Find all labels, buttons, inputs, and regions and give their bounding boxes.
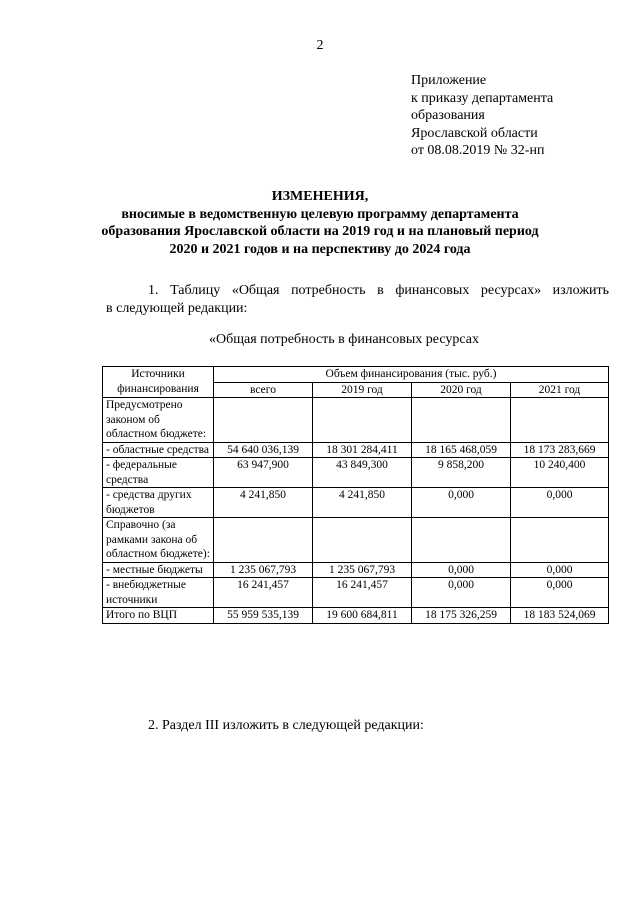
cell-value: 16 241,457 <box>313 578 412 608</box>
cell-value: 54 640 036,139 <box>214 442 313 458</box>
paragraph-1 <box>106 282 609 318</box>
cell-value: 0,000 <box>511 578 609 608</box>
cell-value: 63 947,900 <box>214 458 313 488</box>
financing-table <box>102 366 609 624</box>
column-header: 2020 год <box>412 382 511 398</box>
appendix-line: к приказу департамента <box>411 90 554 106</box>
cell-value <box>313 518 412 563</box>
paragraph-1-line-1: 1. Таблицу «Общая потребность в финансовых ресурсах» изложить <box>148 283 609 298</box>
cell-value <box>511 398 609 443</box>
cell-value: 43 849,300 <box>313 458 412 488</box>
source-header: Источники финансирования <box>103 367 214 398</box>
cell-value: 10 240,400 <box>511 458 609 488</box>
cell-value: 4 241,850 <box>214 488 313 518</box>
appendix-line: Ярославской области <box>411 125 538 141</box>
cell-value <box>214 518 313 563</box>
cell-value <box>214 398 313 443</box>
cell-value: 4 241,850 <box>313 488 412 518</box>
cell-value: 0,000 <box>412 488 511 518</box>
row-label: Итого по ВЦП <box>103 608 214 624</box>
cell-value: 0,000 <box>412 562 511 578</box>
row-label: - внебюджетные источники <box>103 578 214 608</box>
paragraph-1-line-2: в следующей редакции: <box>106 301 248 316</box>
table-row <box>103 562 609 578</box>
table-row <box>103 458 609 488</box>
cell-value <box>412 398 511 443</box>
cell-value <box>511 518 609 563</box>
cell-value: 18 165 468,059 <box>412 442 511 458</box>
table-row <box>103 398 609 443</box>
table-row-total <box>103 608 609 624</box>
row-label: Справочно (за рамками закона об областном бюджете): <box>103 518 214 563</box>
cell-value <box>412 518 511 563</box>
heading-line: вносимые в ведомственную целевую программу департамента <box>121 206 519 222</box>
cell-value: 19 600 684,811 <box>313 608 412 624</box>
cell-value: 0,000 <box>511 562 609 578</box>
cell-value: 18 301 284,411 <box>313 442 412 458</box>
cell-value: 1 235 067,793 <box>313 562 412 578</box>
row-label: - средства других бюджетов <box>103 488 214 518</box>
cell-value: 0,000 <box>412 578 511 608</box>
document-heading <box>0 188 640 258</box>
cell-value: 0,000 <box>511 488 609 518</box>
appendix-line: от 08.08.2019 № 32-нп <box>411 143 545 159</box>
cell-value <box>313 398 412 443</box>
heading-line: 2020 и 2021 годов и на перспективу до 2024 года <box>169 241 471 257</box>
page-number: 2 <box>316 38 324 53</box>
cell-value: 1 235 067,793 <box>214 562 313 578</box>
appendix-line: Приложение <box>411 73 487 88</box>
table-row <box>103 518 609 563</box>
column-header: всего <box>214 382 313 398</box>
row-label: - местные бюджеты <box>103 562 214 578</box>
volume-header: Объем финансирования (тыс. руб.) <box>214 367 609 383</box>
appendix-line: образования <box>411 108 485 124</box>
paragraph-2: 2. Раздел III изложить в следующей редакции: <box>148 718 424 733</box>
cell-value: 16 241,457 <box>214 578 313 608</box>
table-row <box>103 488 609 518</box>
cell-value: 9 858,200 <box>412 458 511 488</box>
cell-value: 18 183 524,069 <box>511 608 609 624</box>
cell-value: 18 173 283,669 <box>511 442 609 458</box>
table-title: «Общая потребность в финансовых ресурсах <box>209 332 479 347</box>
cell-value: 55 959 535,139 <box>214 608 313 624</box>
appendix-block <box>411 72 553 160</box>
heading-line: образования Ярославской области на 2019 год и на плановый период <box>101 224 539 240</box>
cell-value: 18 175 326,259 <box>412 608 511 624</box>
column-header: 2021 год <box>511 382 609 398</box>
table-row <box>103 442 609 458</box>
table-row <box>103 578 609 608</box>
column-header: 2019 год <box>313 382 412 398</box>
row-label: Предусмотрено законом об областном бюджете: <box>103 398 214 443</box>
heading-title: ИЗМЕНЕНИЯ, <box>271 189 369 204</box>
table-header-row <box>103 367 609 383</box>
row-label: - областные средства <box>103 442 214 458</box>
row-label: - федеральные средства <box>103 458 214 488</box>
